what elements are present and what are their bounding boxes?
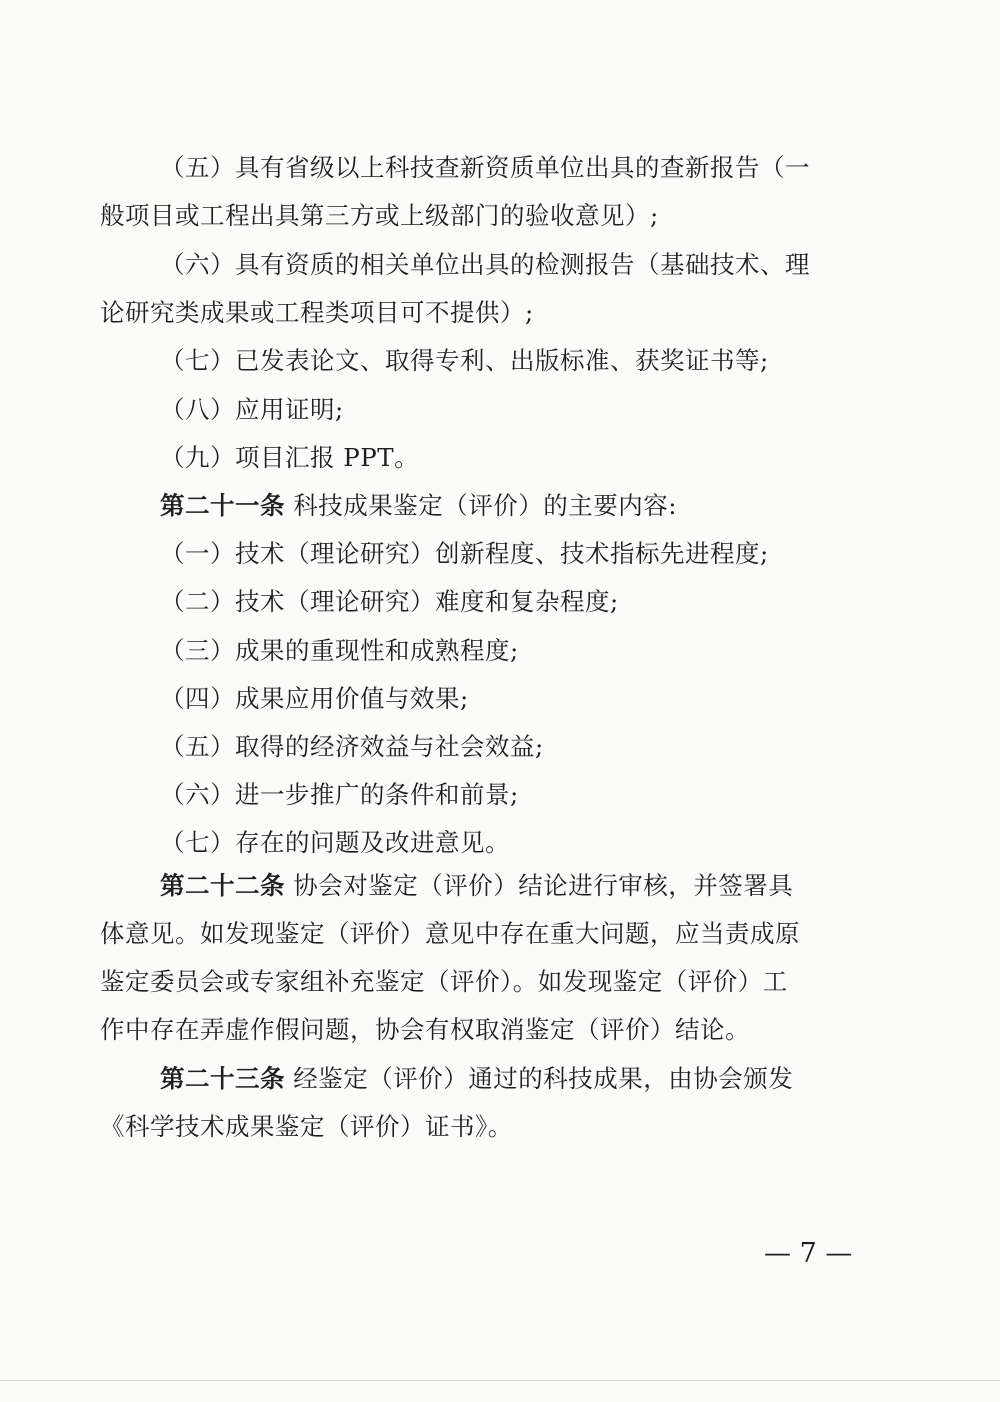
text-line: （一）技术（理论研究）创新程度、技术指标先进程度; (160, 539, 769, 568)
page-number: — 7 — (764, 1238, 853, 1269)
text-line: 作中存在弄虚作假问题，协会有权取消鉴定（评价）结论。 (100, 1015, 750, 1044)
text-line: （四）成果应用价值与效果; (160, 684, 469, 713)
text-line: 鉴定委员会或专家组补充鉴定（评价）。如发现鉴定（评价）工 (100, 967, 788, 996)
text-line: （九）项目汇报 PPT。 (160, 443, 420, 472)
text-line: 般项目或工程出具第三方或上级部门的验收意见）; (100, 201, 659, 230)
text-line: （三）成果的重现性和成熟程度; (160, 636, 519, 665)
article-number: 第二十三条 (160, 1064, 285, 1093)
article-line: 第二十一条 科技成果鉴定（评价）的主要内容: (160, 491, 678, 520)
text-line: （六）进一步推广的条件和前景; (160, 780, 519, 809)
article-line: 第二十二条 协会对鉴定（评价）结论进行审核，并签署具 (160, 871, 794, 900)
text-line: （五）具有省级以上科技查新资质单位出具的查新报告（一 (160, 153, 810, 182)
text-line: （七）存在的问题及改进意见。 (160, 828, 510, 857)
article-number: 第二十二条 (160, 871, 285, 900)
text-line: （六）具有资质的相关单位出具的检测报告（基础技术、理 (160, 250, 810, 279)
text-line: （八）应用证明; (160, 395, 344, 424)
text-line: 体意见。如发现鉴定（评价）意见中存在重大问题，应当责成原 (100, 919, 800, 948)
text-line: （七）已发表论文、取得专利、出版标准、获奖证书等; (160, 346, 769, 375)
text-line: 《科学技术成果鉴定（评价）证书》。 (100, 1112, 513, 1141)
text-line: （二）技术（理论研究）难度和复杂程度; (160, 587, 619, 616)
bottom-divider (0, 1380, 1000, 1381)
article-line: 第二十三条 经鉴定（评价）通过的科技成果，由协会颁发 (160, 1064, 794, 1093)
text-line: 论研究类成果或工程类项目可不提供）; (100, 298, 534, 327)
text-line: （五）取得的经济效益与社会效益; (160, 732, 544, 761)
article-number: 第二十一条 (160, 491, 285, 520)
